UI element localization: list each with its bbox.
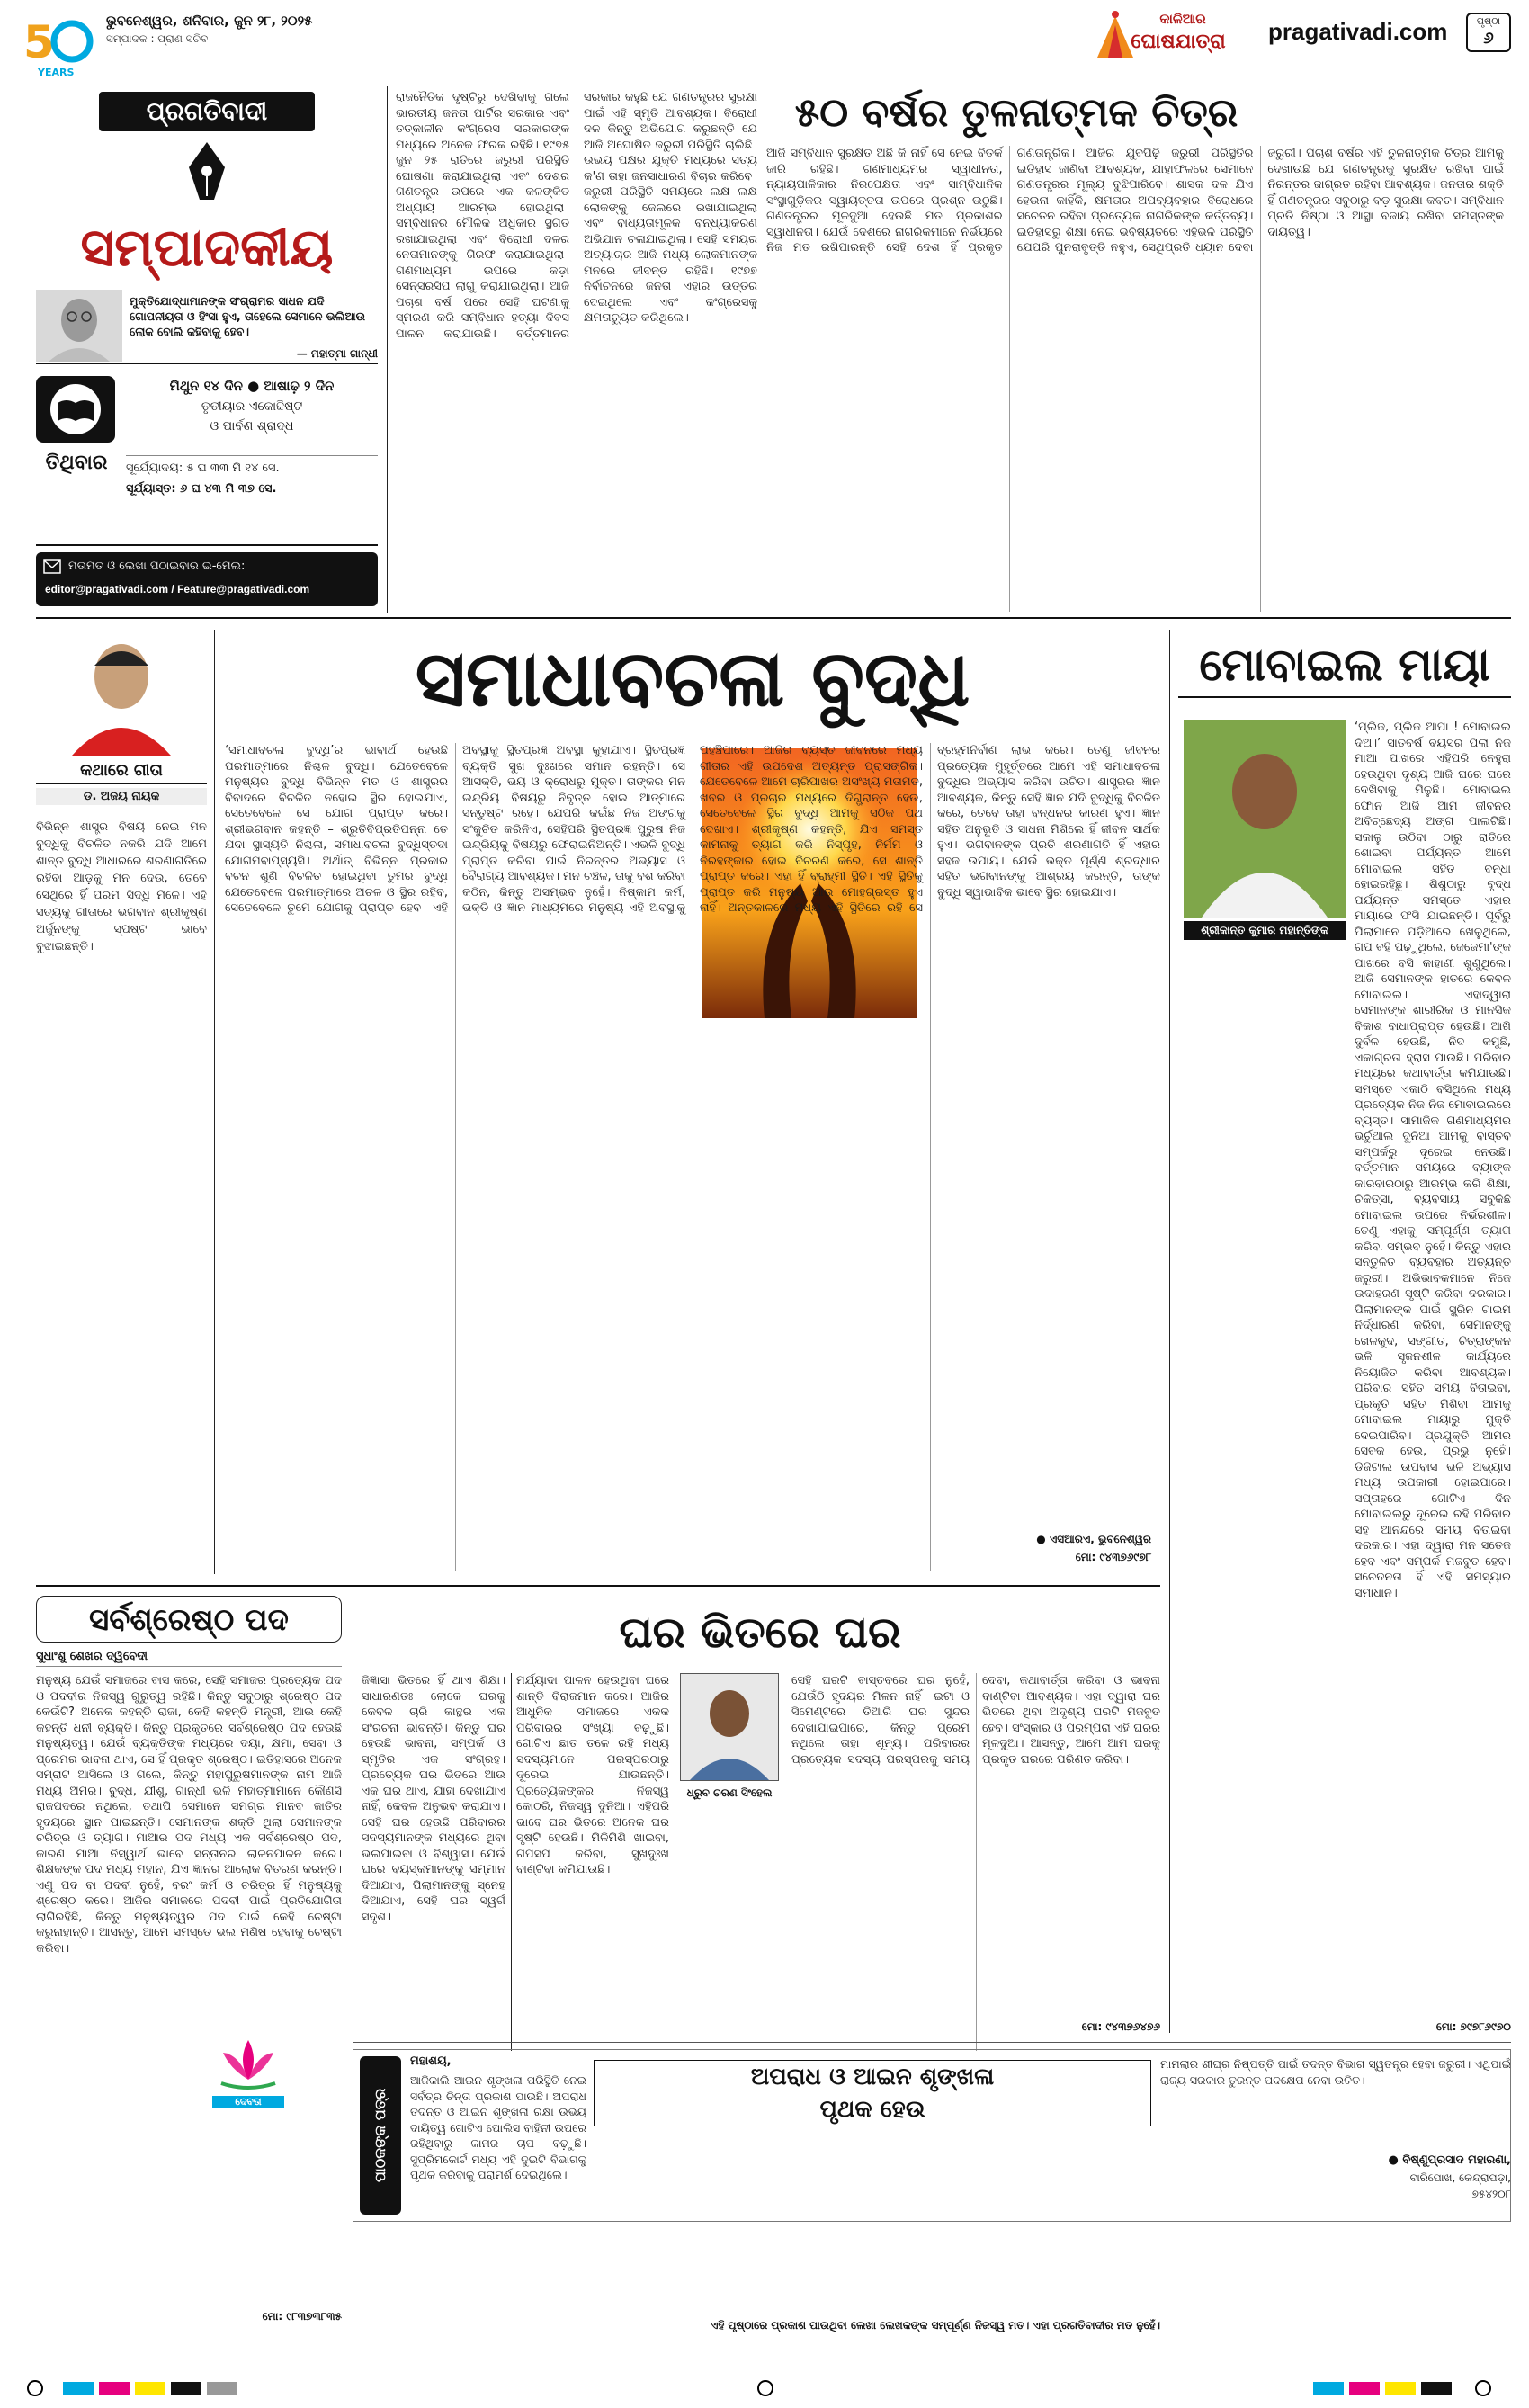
swatch-cyan <box>63 2382 94 2395</box>
gandhi-image <box>36 290 122 362</box>
tithi-line1: ମିଥୁନ ୧୪ ଦିନ ● ଆଷାଢ଼ ୨ ଦିନ <box>169 378 335 394</box>
letters-body-right: ମାମଲାର ଶୀଘ୍ର ନିଷ୍ପତ୍ତି ପାଇଁ ତଦନ୍ତ ବିଭାଗ ସ୍ୱତନ୍ତ୍ର ହେବା ଜରୁରୀ। ଏଥିପାଇଁ ରାଜ୍ୟ ସରକାର ତୁରନ୍ତ ପଦକ୍ଷେପ ନେବା ଉଚିତ। <box>1160 2057 1511 2087</box>
letters-headline-2: ପୃଥକ ହେଉ <box>819 2096 925 2123</box>
dateline: ଭୁବନେଶ୍ୱର, ଶନିବାର, ଜୁନ ୨୮, ୨୦୨୫ <box>106 13 313 29</box>
letters-body-left: ଆଜିକାଲି ଆଇନ ଶୃଙ୍ଖଳା ପରିସ୍ଥିତି ନେଇ ସର୍ବତ୍ର ଚିନ୍ତା ପ୍ରକାଶ ପାଉଛି। ଅପରାଧ ତଦନ୍ତ ଓ ଆଇନ ଶୃଙ୍ଖଳା ରକ୍ଷା ଉଭୟ ଦାୟିତ୍ୱ ଗୋଟିଏ ପୋଲିସ ବାହିନୀ ଉପରେ ରହିଥିବାରୁ କାମର ଚାପ ବଢ଼ୁଛି। ସୁପ୍ରିମକୋର୍ଟ ମଧ୍ୟ ଏହି ଦୁଇଟି ବିଭାଗକୁ ପୃଥକ କରିବାକୁ ପରାମର୍ଶ ଦେଇଥିଲେ। <box>410 2073 586 2181</box>
editorial-col-right: ଆଜି ସମ୍ବିଧାନ ସୁରକ୍ଷିତ ଅଛି କି ନାହିଁ ସେ ନେଇ ବିତର୍କ ଜାରି ରହିଛି। ଗଣମାଧ୍ୟମର ସ୍ୱାଧୀନତା, ନ୍ୟାୟପାଳିକାର ନିରପେକ୍ଷତା ଏବଂ ସାମ୍ବିଧାନିକ ସଂସ୍ଥାଗୁଡ଼ିକର ସ୍ୱାୟତ୍ତତା ଉପରେ ପ୍ରଶ୍ନ ଉଠୁଛି। ଗଣତନ୍ତ୍ରର ମୂଳଦୁଆ ହେଉଛି ମତ ପ୍ରକାଶର ସ୍ୱାଧୀନତା। ଯେଉଁ ଦେଶରେ ନାଗରିକମାନେ ନିର୍ଭୟରେ ନିଜ ମତ ରଖିପାରନ୍ତି ସେହି ଦେଶ ହିଁ ପ୍ରକୃତ ଗଣତାନ୍ତ୍ରିକ। ଆଜିର ଯୁବପିଢ଼ି ଜରୁରୀ ପରିସ୍ଥିତିର ଇତିହାସ ଜାଣିବା ଆବଶ୍ୟକ, ଯାହାଫଳରେ ସେମାନେ ଗଣତନ୍ତ୍ରର ମୂଲ୍ୟ ବୁଝିପାରିବେ। ଶାସକ ଦଳ ଯିଏ ହେଉନା କାହିଁକି, କ୍ଷମତାର ଅପବ୍ୟବହାର ବିରୋଧରେ ସଚେତନ ରହିବା ପ୍ରତ୍ୟେକ ନାଗରିକଙ୍କ କର୍ତ୍ତବ୍ୟ। ଇତିହାସରୁ ଶିକ୍ଷା ନେଇ ଭବିଷ୍ୟତରେ ଏହିଭଳି ପରିସ୍ଥିତି ଯେପରି ପୁନରାବୃତ୍ତି ନହୁଏ, ସେଥିପ୍ରତି ଧ୍ୟାନ ଦେବା ଜରୁରୀ। ପଚାଶ ବର୍ଷର ଏହି ତୁଳନାତ୍ମକ ଚିତ୍ର ଆମକୁ ଦେଖାଉଛି ଯେ ଗଣତନ୍ତ୍ରକୁ ସୁରକ୍ଷିତ ରଖିବା ପାଇଁ ନିରନ୍ତର ଜାଗ୍ରତ ରହିବା ଆବଶ୍ୟକ। ଜନତାର ଶକ୍ତି ହିଁ ଗଣତନ୍ତ୍ରର ସବୁଠାରୁ ବଡ଼ ସୁରକ୍ଷା କବଚ। ସମ୍ବିଧାନ ପ୍ରତି ନିଷ୍ଠା ଓ ଆସ୍ଥା ବଜାୟ ରଖିବା ସମସ୍ତଙ୍କ ଦାୟିତ୍ୱ। <box>766 147 1504 255</box>
lotus-logo <box>212 2033 284 2108</box>
ghara-body-mid: ମର୍ଯ୍ୟାଦା ପାଳନ ହେଉଥିବା ଘରେ ଶାନ୍ତି ବିରାଜମାନ କରେ। ଆଜିର ଆଧୁନିକ ସମାଜରେ ଏକକ ପରିବାରର ସଂଖ୍ୟା ବଢ଼ୁଛି। ଗୋଟିଏ ଛାତ ତଳେ ରହି ମଧ୍ୟ ସଦସ୍ୟମାନେ ପରସ୍ପରଠାରୁ ଦୂରେଇ ଯାଉଛନ୍ତି। ପ୍ରତ୍ୟେକଙ୍କର ନିଜସ୍ୱ କୋଠରି, ନିଜସ୍ୱ ଦୁନିଆ। ଏହିପରି ଭାବେ ଘର ଭିତରେ ଅନେକ ଘର ସୃଷ୍ଟି ହେଉଛି। ମିଳିମିଶି ଖାଇବା, ଗପସପ କରିବା, ସୁଖଦୁଃଖ ବାଣ୍ଟିବା କମିଯାଉଛି। <box>516 1674 669 1876</box>
sarbasrestha-headline: ସର୍ବଶ୍ରେଷ୍ଠ ପଦ <box>89 1602 289 1638</box>
print-color-bar <box>0 2375 1529 2402</box>
feature-author: ଡ. ଅଜୟ ନାୟକ <box>36 788 207 805</box>
lotus-icon <box>212 2033 284 2092</box>
anniversary-logo <box>20 9 101 81</box>
mobile-body: ‘ପ୍ଲିଜ, ପ୍ଲିଜ ଆପା ! ମୋବାଇଲ ଦିଅ।’ ସାତବର୍ଷ ବୟସର ପିଲା ନିଜ ମାଆ ପାଖରେ ଏହିପରି ନେହୁରା ହେଉଥିବା ଦୃଶ୍ୟ ଆଜି ଘରେ ଘରେ ଦେଖିବାକୁ ମିଳୁଛି। ମୋବାଇଲ ଫୋନ ଆଜି ଆମ ଜୀବନର ଅବିଚ୍ଛେଦ୍ୟ ଅଙ୍ଗ ପାଲଟିଛି। ସକାଳୁ ଉଠିବା ଠାରୁ ରାତିରେ ଶୋଇବା ପର୍ଯ୍ୟନ୍ତ ଆମେ ମୋବାଇଲ ସହିତ ବନ୍ଧା ହୋଇରହିଛୁ। ଶିଶୁଠାରୁ ବୃଦ୍ଧ ପର୍ଯ୍ୟନ୍ତ ସମସ୍ତେ ଏହାର ମାୟାରେ ଫସି ଯାଇଛନ୍ତି। ପୂର୍ବରୁ ପିଲାମାନେ ପଡ଼ିଆରେ ଖେଳୁଥିଲେ, ଗପ ବହି ପଢ଼ୁଥିଲେ, ଜେଜେମା'ଙ୍କ ପାଖରେ ବସି କାହାଣୀ ଶୁଣୁଥିଲେ। ଆଜି ସେମାନଙ୍କ ହାତରେ କେବଳ ମୋବାଇଲ। ଏହାଦ୍ୱାରା ସେମାନଙ୍କ ଶାରୀରିକ ଓ ମାନସିକ ବିକାଶ ବାଧାପ୍ରାପ୍ତ ହେଉଛି। ଆଖି ଦୁର୍ବଳ ହେଉଛି, ନିଦ କମୁଛି, ଏକାଗ୍ରତା ହ୍ରାସ ପାଉଛି। ପରିବାର ମଧ୍ୟରେ କଥାବାର୍ତ୍ତା କମିଯାଉଛି। ସମସ୍ତେ ଏକାଠି ବସିଥିଲେ ମଧ୍ୟ ପ୍ରତ୍ୟେକ ନିଜ ନିଜ ମୋବାଇଲରେ ବ୍ୟସ୍ତ। ସାମାଜିକ ଗଣମାଧ୍ୟମର ଭର୍ଚୁଆଲ ଦୁନିଆ ଆମକୁ ବାସ୍ତବ ସମ୍ପର୍କରୁ ଦୂରେଇ ନେଉଛି। ବର୍ତ୍ତମାନ ସମୟରେ ବ୍ୟାଙ୍କ କାରବାରଠାରୁ ଆରମ୍ଭ କରି ଶିକ୍ଷା, ଚିକିତ୍ସା, ବ୍ୟବସାୟ ସବୁକିଛି ମୋବାଇଲ ଉପରେ ନିର୍ଭରଶୀଳ। ତେଣୁ ଏହାକୁ ସମ୍ପୂର୍ଣ୍ଣ ତ୍ୟାଗ କରିବା ସମ୍ଭବ ନୁହେଁ। କିନ୍ତୁ ଏହାର ସନ୍ତୁଳିତ ବ୍ୟବହାର ଅତ୍ୟନ୍ତ ଜରୁରୀ। ଅଭିଭାବକମାନେ ନିଜେ ଉଦାହରଣ ସୃଷ୍ଟି କରିବା ଦରକାର। ପିଲାମାନଙ୍କ ପାଇଁ ସ୍କ୍ରିନ ଟାଇମ ନିର୍ଦ୍ଧାରଣ କରିବା, ସେମାନଙ୍କୁ ଖେଳକୁଦ, ସଙ୍ଗୀତ, ଚିତ୍ରାଙ୍କନ ଭଳି ସୃଜନଶୀଳ କାର୍ଯ୍ୟରେ ନିୟୋଜିତ କରିବା ଆବଶ୍ୟକ। ପରିବାର ସହିତ ସମୟ ବିତାଇବା, ପ୍ରକୃତି ସହିତ ମିଶିବା ଆମକୁ ମୋବାଇଲ ମାୟାରୁ ମୁକ୍ତି ଦେଇପାରିବ। ପ୍ରଯୁକ୍ତି ଆମର ସେବକ ହେଉ, ପ୍ରଭୁ ନୁହେଁ। ଡିଜିଟାଲ ଉପବାସ ଭଳି ଅଭ୍ୟାସ ମଧ୍ୟ ଉପକାରୀ ହୋଇପାରେ। ସପ୍ତାହରେ ଗୋଟିଏ ଦିନ ମୋବାଇଲରୁ ଦୂରେଇ ରହି ପରିବାର ସହ ଆନନ୍ଦରେ ସମୟ ବିତାଇବା ଦରକାର। ଏହା ଦ୍ୱାରା ମନ ସତେଜ ହେବ ଏବଂ ସମ୍ପର୍କ ମଜବୁତ ହେବ। ସଚେତନତା ହିଁ ଏହି ସମସ୍ୟାର ସମାଧାନ। <box>1355 721 1511 1600</box>
letters-frame <box>353 2049 1511 2222</box>
mobile-body-lower <box>1178 953 1511 2015</box>
registration-mark-left <box>27 2380 43 2396</box>
contact-label: ମତାମତ ଓ ଲେଖା ପଠାଇବାର ଇ-ମେଲ: <box>68 559 246 573</box>
letters-place: ବାରିପୋଖ, କେନ୍ଦ୍ରାପଡ଼ା, <box>1409 2171 1511 2184</box>
svg-text:5: 5 <box>23 16 55 68</box>
swatch-yellow <box>135 2382 165 2395</box>
feature-signoff: ● ଏସଆରଏ, ଭୁବନେଶ୍ୱର <box>1036 1533 1151 1545</box>
mobile-author: ଶ୍ରୀକାନ୍ତ କୁମାର ମହାନ୍ତିଙ୍କ <box>1184 921 1346 940</box>
lotus-logo-label: ଦେବତା <box>212 2096 284 2108</box>
letters-writer: ● ବିଷ୍ଣୁପ୍ରସାଦ ମହାରଣା, <box>1388 2153 1511 2167</box>
pen-nib-icon <box>180 140 234 203</box>
registration-mark-right <box>1475 2380 1491 2396</box>
swatch-cyan-right <box>1313 2382 1344 2395</box>
festival-title-line2: ଘୋଷଯାତ୍ରା <box>1131 31 1226 53</box>
mobile-headline: ମୋବାଇଲ ମାୟା <box>1178 633 1511 698</box>
swatch-black <box>171 2382 201 2395</box>
letters-salutation: ମହାଶୟ, <box>410 2054 452 2068</box>
page-number: ୬ <box>1483 29 1494 48</box>
swatch-black-right <box>1421 2382 1452 2395</box>
feature-headline: ସମାଧାବଚଳା ବୁଦ୍ଧି <box>415 634 970 724</box>
svg-text:YEARS: YEARS <box>38 67 75 78</box>
gandhi-quote: ମୁକ୍ତିଯୋଦ୍ଧାମାନଙ୍କ ସଂଗ୍ରାମର ସାଧନ ଯଦି ଗୋପନୀୟତା ଓ ହିଂସା ହୁଏ, ତାହେଲେ ସେମାନେ ଭଲିଆଉ ଲୋକ ବୋଲି କହିବାକୁ ହେବ। <box>130 294 366 338</box>
letters-badge-label: ପାଠକଙ୍କ ପତ୍ର <box>371 2088 389 2183</box>
tithi-line2: ତୃତୀୟାର ଏକୋଦ୍ଦିଷ୍ଟ <box>201 399 303 414</box>
footer-disclaimer: ଏହି ପୃଷ୍ଠାରେ ପ୍ରକାଶ ପାଉଥିବା ଲେଖା ଲେଖକଙ୍କ ସମ୍ପୂର୍ଣ୍ଣ ନିଜସ୍ୱ ମତ। ଏହା ପ୍ରଗତିବାଦୀର ମତ ନୁହେଁ। <box>710 2319 1161 2332</box>
sarbasrestha-title-box <box>36 1596 342 1643</box>
page-number-box <box>1466 13 1511 52</box>
ghara-body-left: ଜିଜ୍ଞାସା ଭିତରେ ହିଁ ଥାଏ ଶିକ୍ଷା। ସାଧାରଣତଃ ଲୋକେ ଘରକୁ କେବଳ ଚାରି କାନ୍ଥର ଏକ ସଂରଚନା ଭାବନ୍ତି। କିନ୍ତୁ ଘର ହେଉଛି ଭାବନା, ସମ୍ପର୍କ ଓ ସ୍ମୃତିର ଏକ ସଂଗ୍ରହ। ପ୍ରତ୍ୟେକ ଘର ଭିତରେ ଆଉ ଏକ ଘର ଥାଏ, ଯାହା ଦେଖାଯାଏ ନାହିଁ, କେବଳ ଅନୁଭବ କରାଯାଏ। ସେହି ଘର ହେଉଛି ପରିବାରର ସଦସ୍ୟମାନଙ୍କ ମଧ୍ୟରେ ଥିବା ଭଲପାଇବା ଓ ବିଶ୍ୱାସ। ଯେଉଁ ଘରେ ବୟସ୍କମାନଙ୍କୁ ସମ୍ମାନ ଦିଆଯାଏ, ପିଲାମାନଙ୍କୁ ସ୍ନେହ ଦିଆଯାଏ, ସେହି ଘର ସ୍ୱର୍ଗ ସଦୃଶ। <box>362 1674 505 1924</box>
ghara-author-image <box>681 1674 778 1780</box>
swatch-magenta <box>99 2382 130 2395</box>
page-label: ପୃଷ୍ଠା <box>1476 15 1501 27</box>
sarbasrestha-phone: ମୋ: ୯୮୩୭୩୮୩୫ <box>262 2310 342 2323</box>
contact-emails[interactable]: editor@pragativadi.com / Feature@pragativadi.com <box>45 583 310 595</box>
registration-mark-center <box>757 2380 773 2396</box>
swatch-grey <box>207 2382 237 2395</box>
feature-intro: ବିଭିନ୍ନ ଶାସ୍ତ୍ର ବିଷୟ ନେଇ ମନ ବୁଦ୍ଧିକୁ ବିଚଳିତ ନକରି ଯଦି ଆମେ ଶାନ୍ତ ବୁଦ୍ଧି ଆଧାରରେ ଶରଣାଗତିରେ ରହିବା ଆଡ଼କୁ ମନ ଦେଉ, ତେବେ ସେଥିରେ ହିଁ ପରମ ସିଦ୍ଧି ମିଳେ। ଏହି ସତ୍ୟକୁ ଗୀତାରେ ଭଗବାନ ଶ୍ରୀକୃଷ୍ଣ ଅର୍ଜୁନଙ୍କୁ ସ୍ପଷ୍ଟ ଭାବେ ବୁଝାଇଛନ୍ତି। <box>36 820 207 953</box>
gandhi-portrait <box>36 290 122 362</box>
fifty-years-emblem <box>20 9 101 81</box>
tithibara-label: ତିଥିବାର <box>45 452 108 474</box>
sunrise-time: ସୂର୍ଯ୍ୟୋଦୟ: ୫ ଘ ୩୩ ମି ୧୪ ସେ. <box>126 455 378 475</box>
editorial-col-left: ରାଜନୈତିକ ଦୃଷ୍ଟିରୁ ଦେଖିବାକୁ ଗଲେ ଭାରତୀୟ ଜନତା ପାର୍ଟିର ସରକାର ଏବଂ ତତ୍କାଳୀନ କଂଗ୍ରେସ ସରକାରଙ୍କ ମଧ୍ୟରେ ଅନେକ ଫରକ ରହିଛି। ୧୯୭୫ ଜୁନ ୨୫ ରାତିରେ ଜରୁରୀ ପରିସ୍ଥିତି ଘୋଷଣା କରାଯାଇଥିଲା ଏବଂ ଦେଶର ଗଣତନ୍ତ୍ର ଉପରେ ଏକ କଳଙ୍କିତ ଅଧ୍ୟାୟ ଆରମ୍ଭ ହୋଇଥିଲା। ସମ୍ବିଧାନର ମୌଳିକ ଅଧିକାର ସ୍ଥଗିତ ରଖାଯାଇଥିଲା ଏବଂ ବିରୋଧୀ ଦଳର ନେତାମାନଙ୍କୁ ଗିରଫ କରାଯାଇଥିଲା। ଗଣମାଧ୍ୟମ ଉପରେ କଡ଼ା ସେନ୍ସରସିପ ଲାଗୁ କରାଯାଇଥିଲା। ଆଜି ପଚାଶ ବର୍ଷ ପରେ ସେହି ଘଟଣାକୁ ସ୍ମରଣ କରି ସମ୍ବିଧାନ ହତ୍ୟା ଦିବସ ପାଳନ କରାଯାଉଛି। ବର୍ତ୍ତମାନର ସରକାର କହୁଛି ଯେ ଗଣତନ୍ତ୍ରର ସୁରକ୍ଷା ପାଇଁ ଏହି ସ୍ମୃତି ଆବଶ୍ୟକ। ବିରୋଧୀ ଦଳ କିନ୍ତୁ ଅଭିଯୋଗ କରୁଛନ୍ତି ଯେ ଆଜି ଅଘୋଷିତ ଜରୁରୀ ପରିସ୍ଥିତି ଚାଲିଛି। ଉଭୟ ପକ୍ଷର ଯୁକ୍ତି ମଧ୍ୟରେ ସତ୍ୟ କ'ଣ ତାହା ଜନସାଧାରଣ ବିଚାର କରିବେ। ଜରୁରୀ ପରିସ୍ଥିତି ସମୟରେ ଲକ୍ଷ ଲକ୍ଷ ଲୋକଙ୍କୁ ଜେଲରେ ରଖାଯାଇଥିଲା ଏବଂ ବାଧ୍ୟତାମୂଳକ ବନ୍ଧ୍ୟାକରଣ ଅଭିଯାନ ଚଳାଯାଇଥିଲା। ସେହି ସମୟର ଅତ୍ୟାଚାର ଆଜି ମଧ୍ୟ ଲୋକମାନଙ୍କ ମନରେ ଜୀବନ୍ତ ରହିଛି। ୧୯୭୭ ନିର୍ବାଚନରେ ଜନତା ଏହାର ଉତ୍ତର ଦେଇଥିଲେ ଏବଂ କଂଗ୍ରେସକୁ କ୍ଷମତାଚ୍ୟୁତ କରିଥିଲେ। <box>396 91 757 341</box>
website-label[interactable]: pragativadi.com <box>1268 18 1448 45</box>
ghara-body-right: ସେହି ଘରଟି ବାସ୍ତବରେ ଘର ନୁହେଁ, ଯେଉଁଠି ହୃଦୟର ମିଳନ ନାହିଁ। ଇଟା ଓ ସିମେଣ୍ଟରେ ତିଆରି ଘର ସୁନ୍ଦର ଦେଖାଯାଇପାରେ, କିନ୍ତୁ ପ୍ରେମ ନଥିଲେ ତାହା ଶୂନ୍ୟ। ପରିବାରର ପ୍ରତ୍ୟେକ ସଦସ୍ୟ ପରସ୍ପରକୁ ସମୟ ଦେବା, କଥାବାର୍ତ୍ତା କରିବା ଓ ଭାବନା ବାଣ୍ଟିବା ଆବଶ୍ୟକ। ଏହା ଦ୍ୱାରା ଘର ଭିତରେ ଥିବା ଅଦୃଶ୍ୟ ଘରଟି ମଜବୁତ ହେବ। ସଂସ୍କାର ଓ ପରମ୍ପରା ଏହି ଘରର ମୂଳଦୁଆ। ଆସନ୍ତୁ, ଆମେ ଆମ ଘରକୁ ପ୍ରକୃତ ଘରରେ ପରିଣତ କରିବା। <box>791 1674 1160 1767</box>
book-icon <box>36 376 115 443</box>
letters-headline-1: ଅପରାଧ ଓ ଆଇନ ଶୃଙ୍ଖଳା <box>750 2063 995 2090</box>
tithi-line3: ଓ ପାର୍ବଣ ଶ୍ରାଦ୍ଧ <box>210 419 294 434</box>
author-photo <box>54 630 189 756</box>
ghara-author-photo <box>680 1673 779 1781</box>
editorial-headline: ୫୦ ବର୍ଷର ତୁଳନାତ୍ମକ ଚିତ୍ର <box>794 90 1238 136</box>
feature-section-label: କଥାରେ ଗୀତା <box>36 761 207 784</box>
letters-pin: ୭୫୪୨୦୮ <box>1471 2188 1511 2200</box>
tithibara-box <box>36 371 378 546</box>
sarbasrestha-author: ସୁଧାଂଶୁ ଶେଖର ଦ୍ୱିବେଦୀ <box>36 1650 342 1667</box>
sunset-time: ସୂର୍ଯ୍ୟାସ୍ତ: ୬ ଘ ୪୩ ମି ୩୭ ସେ. <box>126 482 277 496</box>
author-portrait <box>54 630 189 756</box>
masthead-tagline: ସମ୍ପାଦକ : ପ୍ରାଣ ସଚିବ <box>106 32 209 45</box>
gandhi-attribution: — ମହାତ୍ମା ଗାନ୍ଧୀ <box>296 347 378 360</box>
mobile-phone: ମୋ: ୭୯୭୮୬୯୭୦ <box>1435 2020 1511 2033</box>
mail-icon <box>43 559 61 574</box>
brand-box <box>36 90 378 364</box>
ghara-headline: ଘର ଭିତରେ ଘର <box>619 1607 901 1658</box>
contact-box <box>36 552 378 606</box>
ghara-phone: ମୋ: ୯୪୩୭୬୪୭୬ <box>1081 2020 1160 2033</box>
section-title: ସମ୍ପାଦକୀୟ <box>80 217 334 278</box>
brand-name: ପ୍ରଗତିବାଦୀ <box>99 92 315 131</box>
ghara-author: ଧ୍ରୁବ ଚରଣ ସିଂହେଲ <box>686 1786 773 1799</box>
sarbasrestha-body: ମନୁଷ୍ୟ ଯେଉଁ ସମାଜରେ ବାସ କରେ, ସେହି ସମାଜର ପ୍ରତ୍ୟେକ ପଦ ଓ ପଦବୀର ନିଜସ୍ୱ ଗୁରୁତ୍ୱ ରହିଛି। କିନ୍ତୁ ସବୁଠାରୁ ଶ୍ରେଷ୍ଠ ପଦ କେଉଁଟି? ଅନେକ କହନ୍ତି ରାଜା, କେହି କହନ୍ତି ମନ୍ତ୍ରୀ, ଆଉ କେହି କହନ୍ତି ଧନୀ ବ୍ୟକ୍ତି। କିନ୍ତୁ ପ୍ରକୃତରେ ସର୍ବଶ୍ରେଷ୍ଠ ପଦ ହେଉଛି ମନୁଷ୍ୟତ୍ୱ। ଯେଉଁ ବ୍ୟକ୍ତିଙ୍କ ମଧ୍ୟରେ ଦୟା, କ୍ଷମା, ସେବା ଓ ପ୍ରେମର ଭାବନା ଥାଏ, ସେ ହିଁ ପ୍ରକୃତ ଶ୍ରେଷ୍ଠ। ଇତିହାସରେ ଅନେକ ସମ୍ରାଟ ଆସିଲେ ଓ ଗଲେ, କିନ୍ତୁ ମହାପୁରୁଷମାନଙ୍କ ନାମ ଆଜି ମଧ୍ୟ ଅମର। ବୁଦ୍ଧ, ଯୀଶୁ, ଗାନ୍ଧୀ ଭଳି ମହାତ୍ମାମାନେ କୌଣସି ରାଜପଦରେ ନଥିଲେ, ତଥାପି ସେମାନେ ସମଗ୍ର ମାନବ ଜାତିର ହୃଦୟରେ ସ୍ଥାନ ପାଇଛନ୍ତି। ସେମାନଙ୍କ ଶକ୍ତି ଥିଲା ସେମାନଙ୍କ ଚରିତ୍ର ଓ ତ୍ୟାଗ। ମାଆର ପଦ ମଧ୍ୟ ଏକ ସର୍ବଶ୍ରେଷ୍ଠ ପଦ, କାରଣ ମାଆ ନିସ୍ୱାର୍ଥ ଭାବେ ସନ୍ତାନର ଲାଳନପାଳନ କରେ। ଶିକ୍ଷକଙ୍କ ପଦ ମଧ୍ୟ ମହାନ, ଯିଏ ଜ୍ଞାନର ଆଲୋକ ବିତରଣ କରନ୍ତି। ଏଣୁ ପଦ ବା ପଦବୀ ନୁହେଁ, ବରଂ କର୍ମ ଓ ଚରିତ୍ର ହିଁ ମନୁଷ୍ୟକୁ ଶ୍ରେଷ୍ଠ କରେ। ଆଜିର ସମାଜରେ ପଦବୀ ପାଇଁ ପ୍ରତିଯୋଗିତା ଲାଗିରହିଛି, କିନ୍ତୁ ମନୁଷ୍ୟତ୍ୱର ପଦ ପାଇଁ କେହି ଚେଷ୍ଟା କରୁନାହାନ୍ତି। ଆସନ୍ତୁ, ଆମେ ସମସ୍ତେ ଭଲ ମଣିଷ ହେବାକୁ ଚେଷ୍ଟା କରିବା। <box>36 1674 342 1956</box>
festival-title-line1: କାଳିଆର <box>1159 11 1206 27</box>
swatch-yellow-right <box>1385 2382 1416 2395</box>
swatch-magenta-right <box>1349 2382 1380 2395</box>
feature-body: ‘ସମାଧାବଚଳା ବୁଦ୍ଧି’ର ଭାବାର୍ଥ ହେଉଛି ପରମାତ୍ମାରେ ନିଶ୍ଚଳ ବୁଦ୍ଧି। ଯେତେବେଳେ ମନୁଷ୍ୟର ବୁଦ୍ଧି ବିଭିନ୍ନ ମତ ଓ ଶାସ୍ତ୍ରର ବିବାଦରେ ବିଚଳିତ ନହୋଇ ସ୍ଥିର ହୋଇଯାଏ, ସେତେବେଳେ ସେ ଯୋଗ ପ୍ରାପ୍ତ କରେ। ଶ୍ରୀଭଗବାନ କହନ୍ତି – ଶ୍ରୁତିବିପ୍ରତିପନ୍ନା ତେ ଯଦା ସ୍ଥାସ୍ୟତି ନିଶ୍ଚଳା, ସମାଧାବଚଳା ବୁଦ୍ଧିସ୍ତଦା ଯୋଗମବାପ୍ସ୍ୟସି। ଅର୍ଥାତ୍ ବିଭିନ୍ନ ପ୍ରକାର ବଚନ ଶୁଣି ବିଚଳିତ ହୋଇଥିବା ତୁମର ବୁଦ୍ଧି ଯେତେବେଳେ ପରମାତ୍ମାରେ ଅଚଳ ଓ ସ୍ଥିର ରହିବ, ସେତେବେଳେ ତୁମେ ଯୋଗକୁ ପ୍ରାପ୍ତ ହେବ। ଏହି ଅବସ୍ଥାକୁ ସ୍ଥିତପ୍ରଜ୍ଞ ଅବସ୍ଥା କୁହାଯାଏ। ସ୍ଥିତପ୍ରଜ୍ଞ ବ୍ୟକ୍ତି ସୁଖ ଦୁଃଖରେ ସମାନ ରହନ୍ତି। ସେ ଆସକ୍ତି, ଭୟ ଓ କ୍ରୋଧରୁ ମୁକ୍ତ। ତାଙ୍କର ମନ ଇନ୍ଦ୍ରିୟ ବିଷୟରୁ ନିବୃତ୍ତ ହୋଇ ଆତ୍ମାରେ ସନ୍ତୁଷ୍ଟ ରହେ। ଯେପରି କଇଁଛ ନିଜ ଅଙ୍ଗକୁ ସଂକୁଚିତ କରିନିଏ, ସେହିପରି ସ୍ଥିତପ୍ରଜ୍ଞ ପୁରୁଷ ନିଜ ଇନ୍ଦ୍ରିୟକୁ ବିଷୟରୁ ଫେରାଇନିଅନ୍ତି। ଏଭଳି ବୁଦ୍ଧି ପ୍ରାପ୍ତ କରିବା ପାଇଁ ନିରନ୍ତର ଅଭ୍ୟାସ ଓ ବୈରାଗ୍ୟ ଆବଶ୍ୟକ। ମନ ଚଞ୍ଚଳ, ତାକୁ ବଶ କରିବା କଠିନ, କିନ୍ତୁ ଅସମ୍ଭବ ନୁହେଁ। ନିଷ୍କାମ କର୍ମ, ଭକ୍ତି ଓ ଜ୍ଞାନ ମାଧ୍ୟମରେ ମନୁଷ୍ୟ ଏହି ଅବସ୍ଥାକୁ ପହଞ୍ଚିପାରେ। ଆଜିର ବ୍ୟସ୍ତ ଜୀବନରେ ମଧ୍ୟ ଗୀତାର ଏହି ଉପଦେଶ ଅତ୍ୟନ୍ତ ପ୍ରାସଙ୍ଗିକ। ଯେତେବେଳେ ଆମେ ଚାରିପାଖର ଅସଂଖ୍ୟ ମତାମତ, ଖବର ଓ ପ୍ରଚାର ମଧ୍ୟରେ ଦିଗ୍ଭ୍ରାନ୍ତ ହେଉ, ସେତେବେଳେ ସ୍ଥିର ବୁଦ୍ଧି ଆମକୁ ସଠିକ ପଥ ଦେଖାଏ। ଶ୍ରୀକୃଷ୍ଣ କହନ୍ତି, ଯିଏ ସମସ୍ତ କାମନାକୁ ତ୍ୟାଗ କରି ନିସ୍ପୃହ, ନିର୍ମମ ଓ ନିରହଙ୍କାର ହୋଇ ବିଚରଣ କରେ, ସେ ଶାନ୍ତି ପ୍ରାପ୍ତ କରେ। ଏହା ହିଁ ବ୍ରାହ୍ମୀ ସ୍ଥିତି। ଏହି ସ୍ଥିତିକୁ ପ୍ରାପ୍ତ କରି ମନୁଷ୍ୟ ଆଉ ମୋହଗ୍ରସ୍ତ ହୁଏ ନାହିଁ। ଅନ୍ତକାଳରେ ମଧ୍ୟ ଏହି ସ୍ଥିତିରେ ରହି ସେ ବ୍ରହ୍ମନିର୍ବାଣ ଲାଭ କରେ। ତେଣୁ ଜୀବନର ପ୍ରତ୍ୟେକ ମୁହୂର୍ତ୍ତରେ ଆମେ ଏହି ସମାଧାବଚଳା ବୁଦ୍ଧିର ଅଭ୍ୟାସ କରିବା ଉଚିତ। ଶାସ୍ତ୍ରର ଜ୍ଞାନ ଆବଶ୍ୟକ, କିନ୍ତୁ ସେହି ଜ୍ଞାନ ଯଦି ବୁଦ୍ଧିକୁ ବିଚଳିତ କରେ, ତେବେ ତାହା ବନ୍ଧନର କାରଣ ହୁଏ। ଜ୍ଞାନ ସହିତ ଅନୁଭୂତି ଓ ସାଧନା ମିଶିଲେ ହିଁ ଜୀବନ ସାର୍ଥକ ହୁଏ। ଭଗବାନଙ୍କ ପ୍ରତି ଶରଣାଗତି ହିଁ ଏହାର ସହଜ ଉପାୟ। ଯେଉଁ ଭକ୍ତ ପୂର୍ଣ୍ଣ ଶ୍ରଦ୍ଧାର ସହିତ ଭଗବାନଙ୍କୁ ଆଶ୍ରୟ କରନ୍ତି, ତାଙ୍କ ବୁଦ୍ଧି ସ୍ୱାଭାବିକ ଭାବେ ସ୍ଥିର ହୋଇଯାଏ। <box>225 744 1160 915</box>
feature-phone: ମୋ: ୯୪୩୭୬୯୭୮ <box>1075 1551 1151 1563</box>
